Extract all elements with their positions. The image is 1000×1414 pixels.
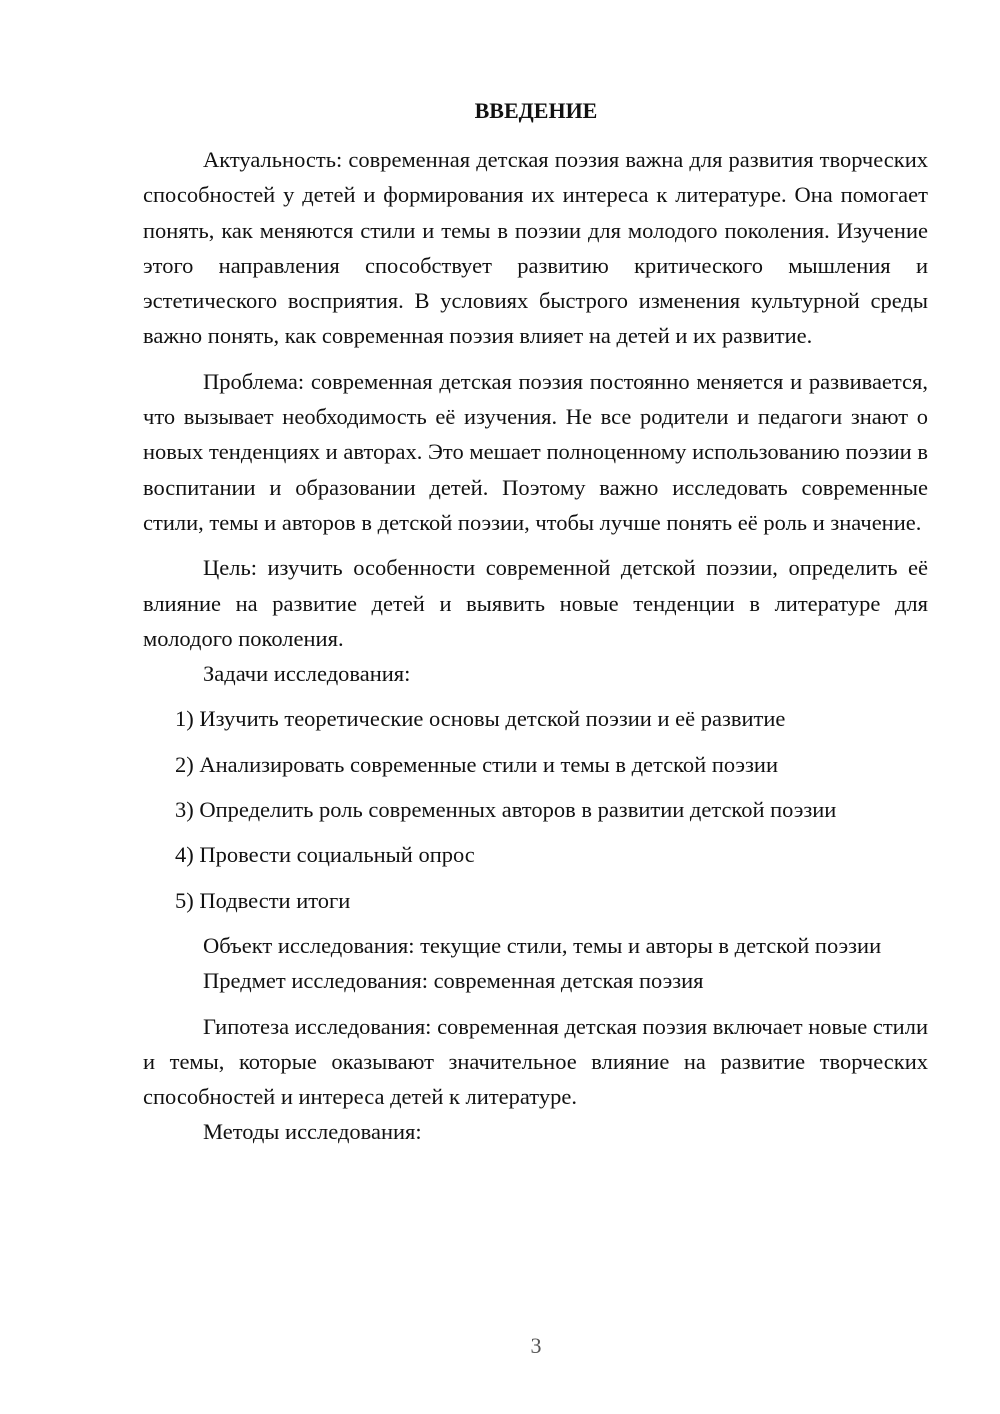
list-item: 4) Провести социальный опрос (175, 842, 475, 868)
list-item: 5) Подвести итоги (175, 887, 351, 913)
list-item: 1) Изучить теоретические основы детской поэзии и её развитие (175, 706, 786, 732)
goal-paragraph: Цель: изучить особенности современной детской поэзии, определить её влияние на развитие детей и выявить новые тенденции в литературе для молодого поколения. (143, 555, 928, 651)
page-number: 3 (530, 1333, 542, 1358)
hypothesis-paragraph: Гипотеза исследования: современная детская поэзия включает новые стили и темы, которые оказывают значительное влияние на развитие творческих способностей и интереса детей к литературе. (143, 1013, 928, 1110)
methods-heading: Методы исследования: (203, 1119, 422, 1145)
body-text (143, 142, 928, 1150)
object-paragraph: Объект исследования: текущие стили, темы и авторы в детской поэзии (203, 932, 882, 958)
list-item: 3) Определить роль современных авторов в развитии детской поэзии (175, 797, 837, 823)
subject-paragraph: Предмет исследования: современная детская поэзия (203, 968, 704, 994)
relevance-paragraph: Актуальность: современная детская поэзия важна для развития творческих способностей у детей и формирования их интереса к литературе. Она помогает понять, как меняются стили и темы в поэзии для молодого поколения. Изучение этого направления способствует развитию критического мышления и эстетического восприятия. В условиях быстрого изменения культурной среды важно понять, как современная поэзия влияет на детей и их развитие. (143, 147, 928, 349)
tasks-list (143, 701, 928, 917)
problem-paragraph: Проблема: современная детская поэзия постоянно меняется и развивается, что вызывает необходимость её изучения. Не все родители и педагоги знают о новых тенденциях и авторах. Это мешает полноценному использованию поэзии в воспитании и образовании детей. Поэтому важно исследовать современные стили, темы и авторов в детской поэзии, чтобы лучше понять её роль и значение. (143, 368, 928, 535)
section-title: ВВЕДЕНИЕ (474, 98, 598, 123)
tasks-heading: Задачи исследования: (203, 661, 411, 687)
list-item: 2) Анализировать современные стили и темы в детской поэзии (175, 751, 779, 777)
